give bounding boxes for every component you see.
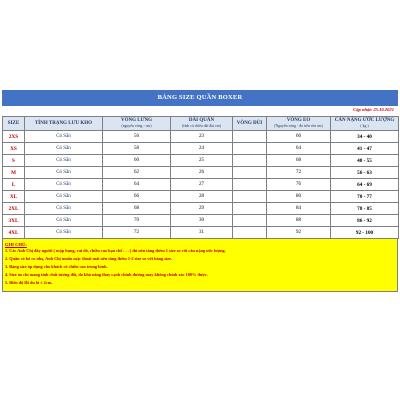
cell-size: M [3, 167, 25, 179]
cell-size: 3XL [3, 215, 25, 227]
cell-waist: 64 [103, 179, 171, 191]
cell-stock: Có Sẵn [25, 227, 103, 239]
cell-thigh [233, 143, 267, 155]
cell-length: 28 [171, 191, 233, 203]
note-item: 4. Size áo chỉ mang tính chất tương đối, do khả năng thay cạnh chính đương may không chính xác 100% được. [5, 272, 208, 277]
cell-belly: 76 [267, 179, 331, 191]
cell-size: L [3, 179, 25, 191]
update-date: Cập nhật: 25.10.2021 [353, 107, 394, 112]
cell-stock: Có Sẵn [25, 215, 103, 227]
cell-weight: 86 - 92 [331, 215, 399, 227]
cell-length: 23 [171, 131, 233, 143]
cell-size: 2XS [3, 131, 25, 143]
cell-stock: Có Sẵn [25, 167, 103, 179]
cell-weight: 34 - 40 [331, 131, 399, 143]
cell-weight: 41 - 47 [331, 143, 399, 155]
cell-length: 24 [171, 143, 233, 155]
update-row [2, 106, 398, 116]
cell-waist: 62 [103, 167, 171, 179]
cell-size: S [3, 155, 25, 167]
cell-belly: 64 [267, 143, 331, 155]
cell-waist: 72 [103, 227, 171, 239]
cell-stock: Có Sẵn [25, 179, 103, 191]
header-size: SIZE [3, 117, 25, 131]
size-chart [2, 90, 398, 306]
cell-stock: Có Sẵn [25, 155, 103, 167]
cell-waist: 60 [103, 155, 171, 167]
cell-thigh [233, 191, 267, 203]
chart-title: BẢNG SIZE QUẦN BOXER [2, 90, 398, 106]
table-row [3, 215, 399, 227]
cell-thigh [233, 203, 267, 215]
note-item: 2. Quần có bó co nhẹ, Anh Chị muốn mặc thoải mái nên tăng thêm 1-2 size so với bảng size. [5, 256, 172, 261]
cell-belly: 92 [267, 227, 331, 239]
cell-thigh [233, 179, 267, 191]
table-row [3, 191, 399, 203]
table-row [3, 155, 399, 167]
table-row [3, 167, 399, 179]
cell-weight: 56 - 63 [331, 167, 399, 179]
cell-length: 29 [171, 203, 233, 215]
header-thigh: VÒNG ĐÙI [233, 117, 267, 131]
cell-stock: Có Sẵn [25, 131, 103, 143]
table-row [3, 203, 399, 215]
cell-stock: Có Sẵn [25, 191, 103, 203]
cell-stock: Có Sẵn [25, 143, 103, 155]
header-belly: VÒNG EO (Nguyên vòng - đo trên rốn cm) [267, 117, 331, 131]
table-row [3, 131, 399, 143]
cell-belly: 80 [267, 191, 331, 203]
cell-weight: 92 - 100 [331, 227, 399, 239]
cell-waist: 58 [103, 143, 171, 155]
cell-length: 27 [171, 179, 233, 191]
cell-belly: 68 [267, 155, 331, 167]
cell-size: XS [3, 143, 25, 155]
cell-waist: 68 [103, 203, 171, 215]
notes-box [2, 239, 398, 292]
size-table [2, 116, 399, 239]
cell-stock: Có Sẵn [25, 203, 103, 215]
header-weight: CÂN NẶNG ƯỚC LƯỢNG ( kg ) [331, 117, 399, 131]
header-length: DÀI QUẦN (tính cả chiều dài đai cm) [171, 117, 233, 131]
cell-thigh [233, 215, 267, 227]
note-item: 1. Các Anh Chị đầy người ( mập bụng, vai dô, chiều cao hạn chế . . . ) thì nên tăng thêm 1 size so với cân nặng ước lượng. [5, 248, 226, 253]
table-row [3, 227, 399, 239]
cell-weight: 64 - 69 [331, 179, 399, 191]
header-stock: TÌNH TRẠNG LƯU KHO [25, 117, 103, 131]
cell-thigh [233, 155, 267, 167]
cell-belly: 72 [267, 167, 331, 179]
table-row [3, 143, 399, 155]
cell-waist: 70 [103, 215, 171, 227]
note-item: 5. Biên độ lỗi du là ± 2cm. [5, 280, 53, 285]
notes-title: GHI CHÚ: [5, 242, 27, 247]
note-item: 3. Bảng size áp dụng cho khách có chiều cao trung bình. [5, 264, 108, 269]
cell-belly: 84 [267, 203, 331, 215]
cell-waist: 56 [103, 131, 171, 143]
cell-size: 2XL [3, 203, 25, 215]
cell-size: 4XL [3, 227, 25, 239]
cell-size: XL [3, 191, 25, 203]
cell-length: 31 [171, 227, 233, 239]
cell-weight: 70 - 77 [331, 191, 399, 203]
table-row [3, 179, 399, 191]
header-row [3, 117, 399, 131]
header-waist: VÒNG LƯNG (nguyên vòng - cm) [103, 117, 171, 131]
cell-length: 26 [171, 167, 233, 179]
cell-length: 25 [171, 155, 233, 167]
cell-weight: 78 - 85 [331, 203, 399, 215]
cell-thigh [233, 167, 267, 179]
cell-belly: 60 [267, 131, 331, 143]
cell-thigh [233, 131, 267, 143]
cell-weight: 48 - 55 [331, 155, 399, 167]
cell-waist: 66 [103, 191, 171, 203]
cell-thigh [233, 227, 267, 239]
cell-belly: 88 [267, 215, 331, 227]
cell-length: 30 [171, 215, 233, 227]
